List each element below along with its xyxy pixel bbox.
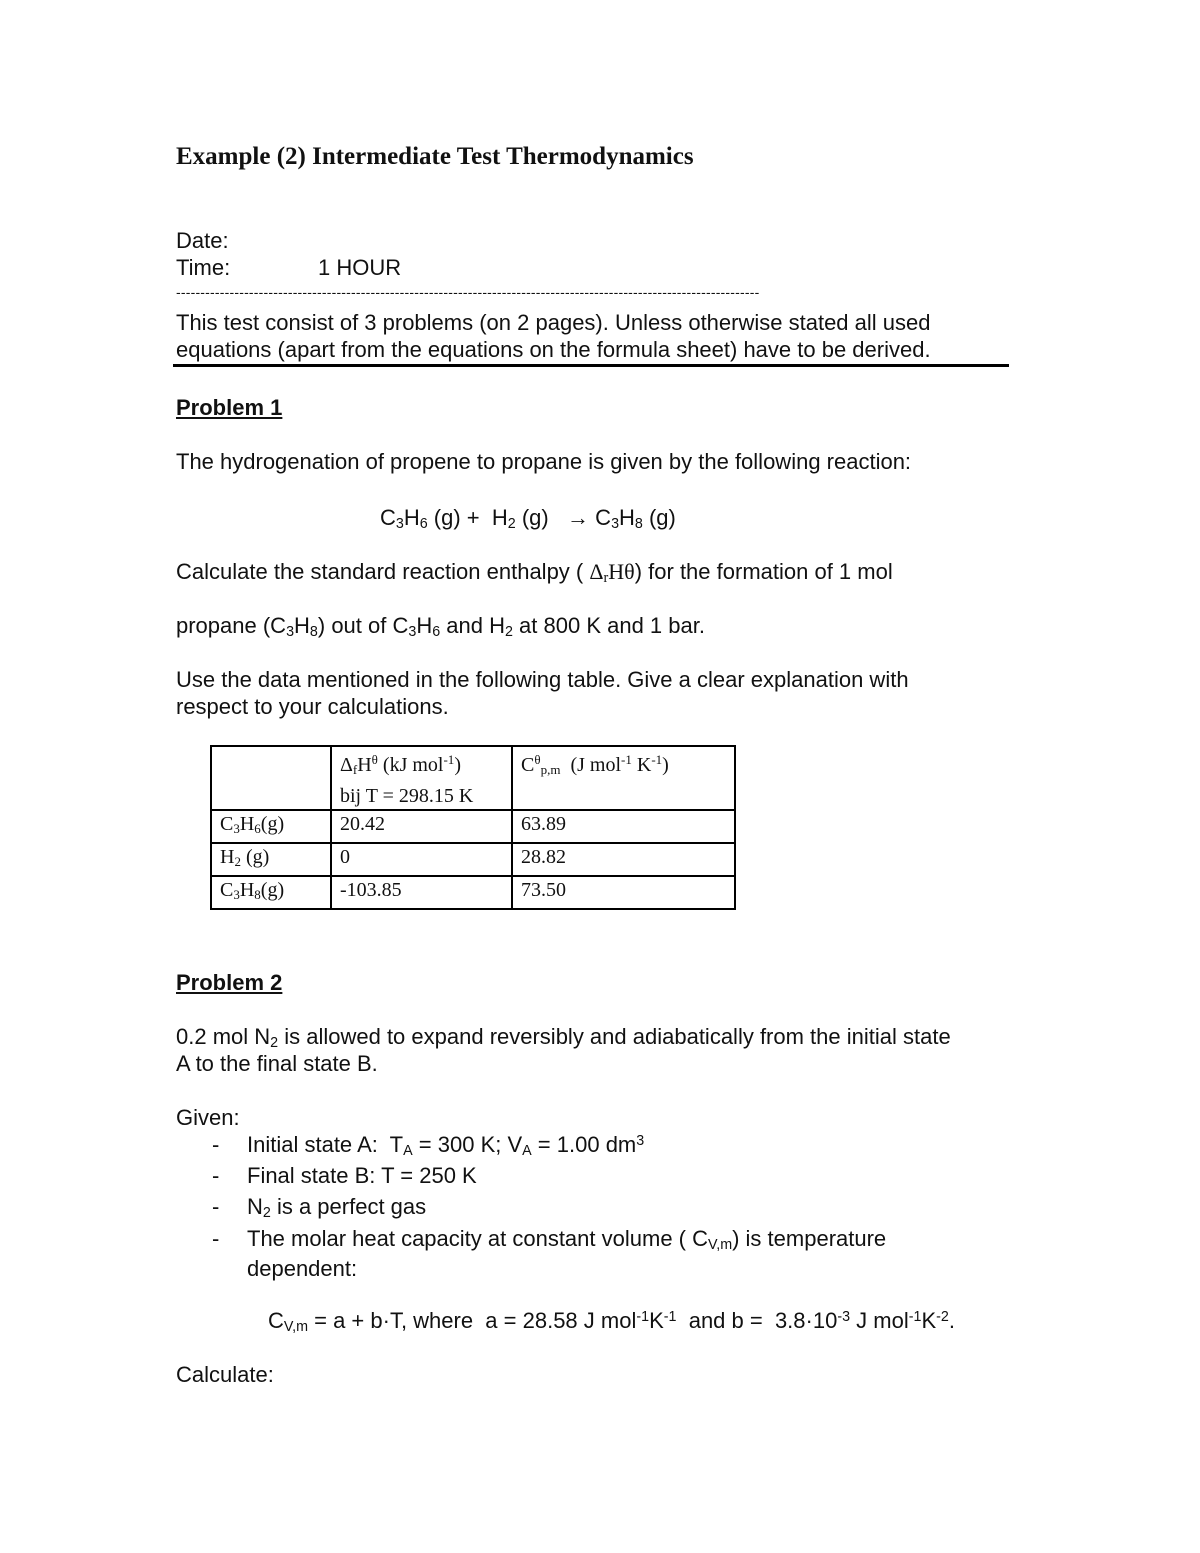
time-label: Time: [176,255,231,280]
table-row [211,876,735,909]
problem-1-line-3: Use the data mentioned in the following table. Give a clear explanation with [176,667,909,692]
intro-line-1: This test consist of 3 problems (on 2 pages). Unless otherwise stated all used [176,310,931,335]
table-cell-heat-capacity: 28.82 [512,843,735,876]
table-cell-heat-capacity: 63.89 [512,810,735,843]
given-item-heat-capacity: The molar heat capacity at constant volume ( $C_{V,m}$) is temperature [247,1226,887,1253]
given-label: Given: [176,1105,240,1130]
problem-2-line-1: 0.2 mol $N_2$ is allowed to expand reversibly and adiabatically from the initial state [176,1024,951,1051]
reaction-equation: $C_3H_6$ $(g) + H_2$ $(g) \to C_3H_8$ (g) [380,505,676,532]
page-title: Example (2) Intermediate Test Thermodynamics [176,143,694,170]
given-item-initial-state: Initial state A: $T_A = 300$ K; $V_A = 1.00$ $dm^3$ [247,1132,645,1159]
table-cell-species: $C_3H_8(g)$ [211,876,331,909]
given-item-final-state: Final state B: T = 250 K [247,1163,477,1188]
table-cell-species: $C_3H_6(g)$ [211,810,331,843]
bullet-dash: - [212,1226,220,1251]
separator-dashes: ------------------------------------------------------------------------------------------------------------------------ [176,284,760,300]
given-item-perfect-gas: $N_2$ is a perfect gas [247,1194,427,1221]
problem-2-line-2: A to the final state B. [176,1051,378,1076]
table-cell-species: $H_2$ (g) [211,843,331,876]
given-item-heat-capacity-cont: dependent: [247,1256,358,1281]
bullet-dash: - [212,1163,220,1188]
table-row [211,810,735,843]
bullet-dash: - [212,1194,220,1219]
time-value: 1 HOUR [318,255,402,280]
table-cell-enthalpy: -103.85 [331,876,512,909]
header-rule [173,364,1009,367]
table-row [211,843,735,876]
problem-2-heading: Problem 2 [176,970,283,995]
table-header-row [211,746,735,810]
table-cell-enthalpy: 20.42 [331,810,512,843]
intro-line-2: equations (apart from the equations on the formula sheet) have to be derived. [176,337,931,362]
table-header-empty [211,746,331,810]
table-cell-heat-capacity: 73.50 [512,876,735,909]
table-header-heat-capacity: $C^\theta_{p,m}$ (J mol$^{-1}$ $K^{-1}$) [512,746,735,810]
bullet-dash: - [212,1132,220,1157]
thermo-data-table [210,745,736,910]
problem-1-line-2: propane $(C_3H_8)$ out of $C_3H_6$ and $H_2$ at 800 K and 1 bar. [176,613,705,640]
table-cell-enthalpy: 0 [331,843,512,876]
calculate-label: Calculate: [176,1362,274,1387]
heat-capacity-equation: $C_{V,m} = a + b\cdot T$, where a = 28.58 J $mol^{-1}K^{-1}$ and $b = 3.8\cdot 10^{-3}$ J $mol^{-1}K^{-2}$. [268,1308,955,1335]
date-label: Date: [176,228,229,253]
problem-1-line-1: Calculate the standard reaction enthalpy ( $\Delta_rH\theta$) for the formation of 1 mol [176,559,893,586]
problem-1-line-4: respect to your calculations. [176,694,449,719]
problem-1-heading: Problem 1 [176,395,283,420]
table-header-enthalpy: $\Delta_fH^\theta$ (kJ mol$^{-1}$) bij T = 298.15 K [331,746,512,810]
problem-1-intro: The hydrogenation of propene to propane is given by the following reaction: [176,449,912,474]
